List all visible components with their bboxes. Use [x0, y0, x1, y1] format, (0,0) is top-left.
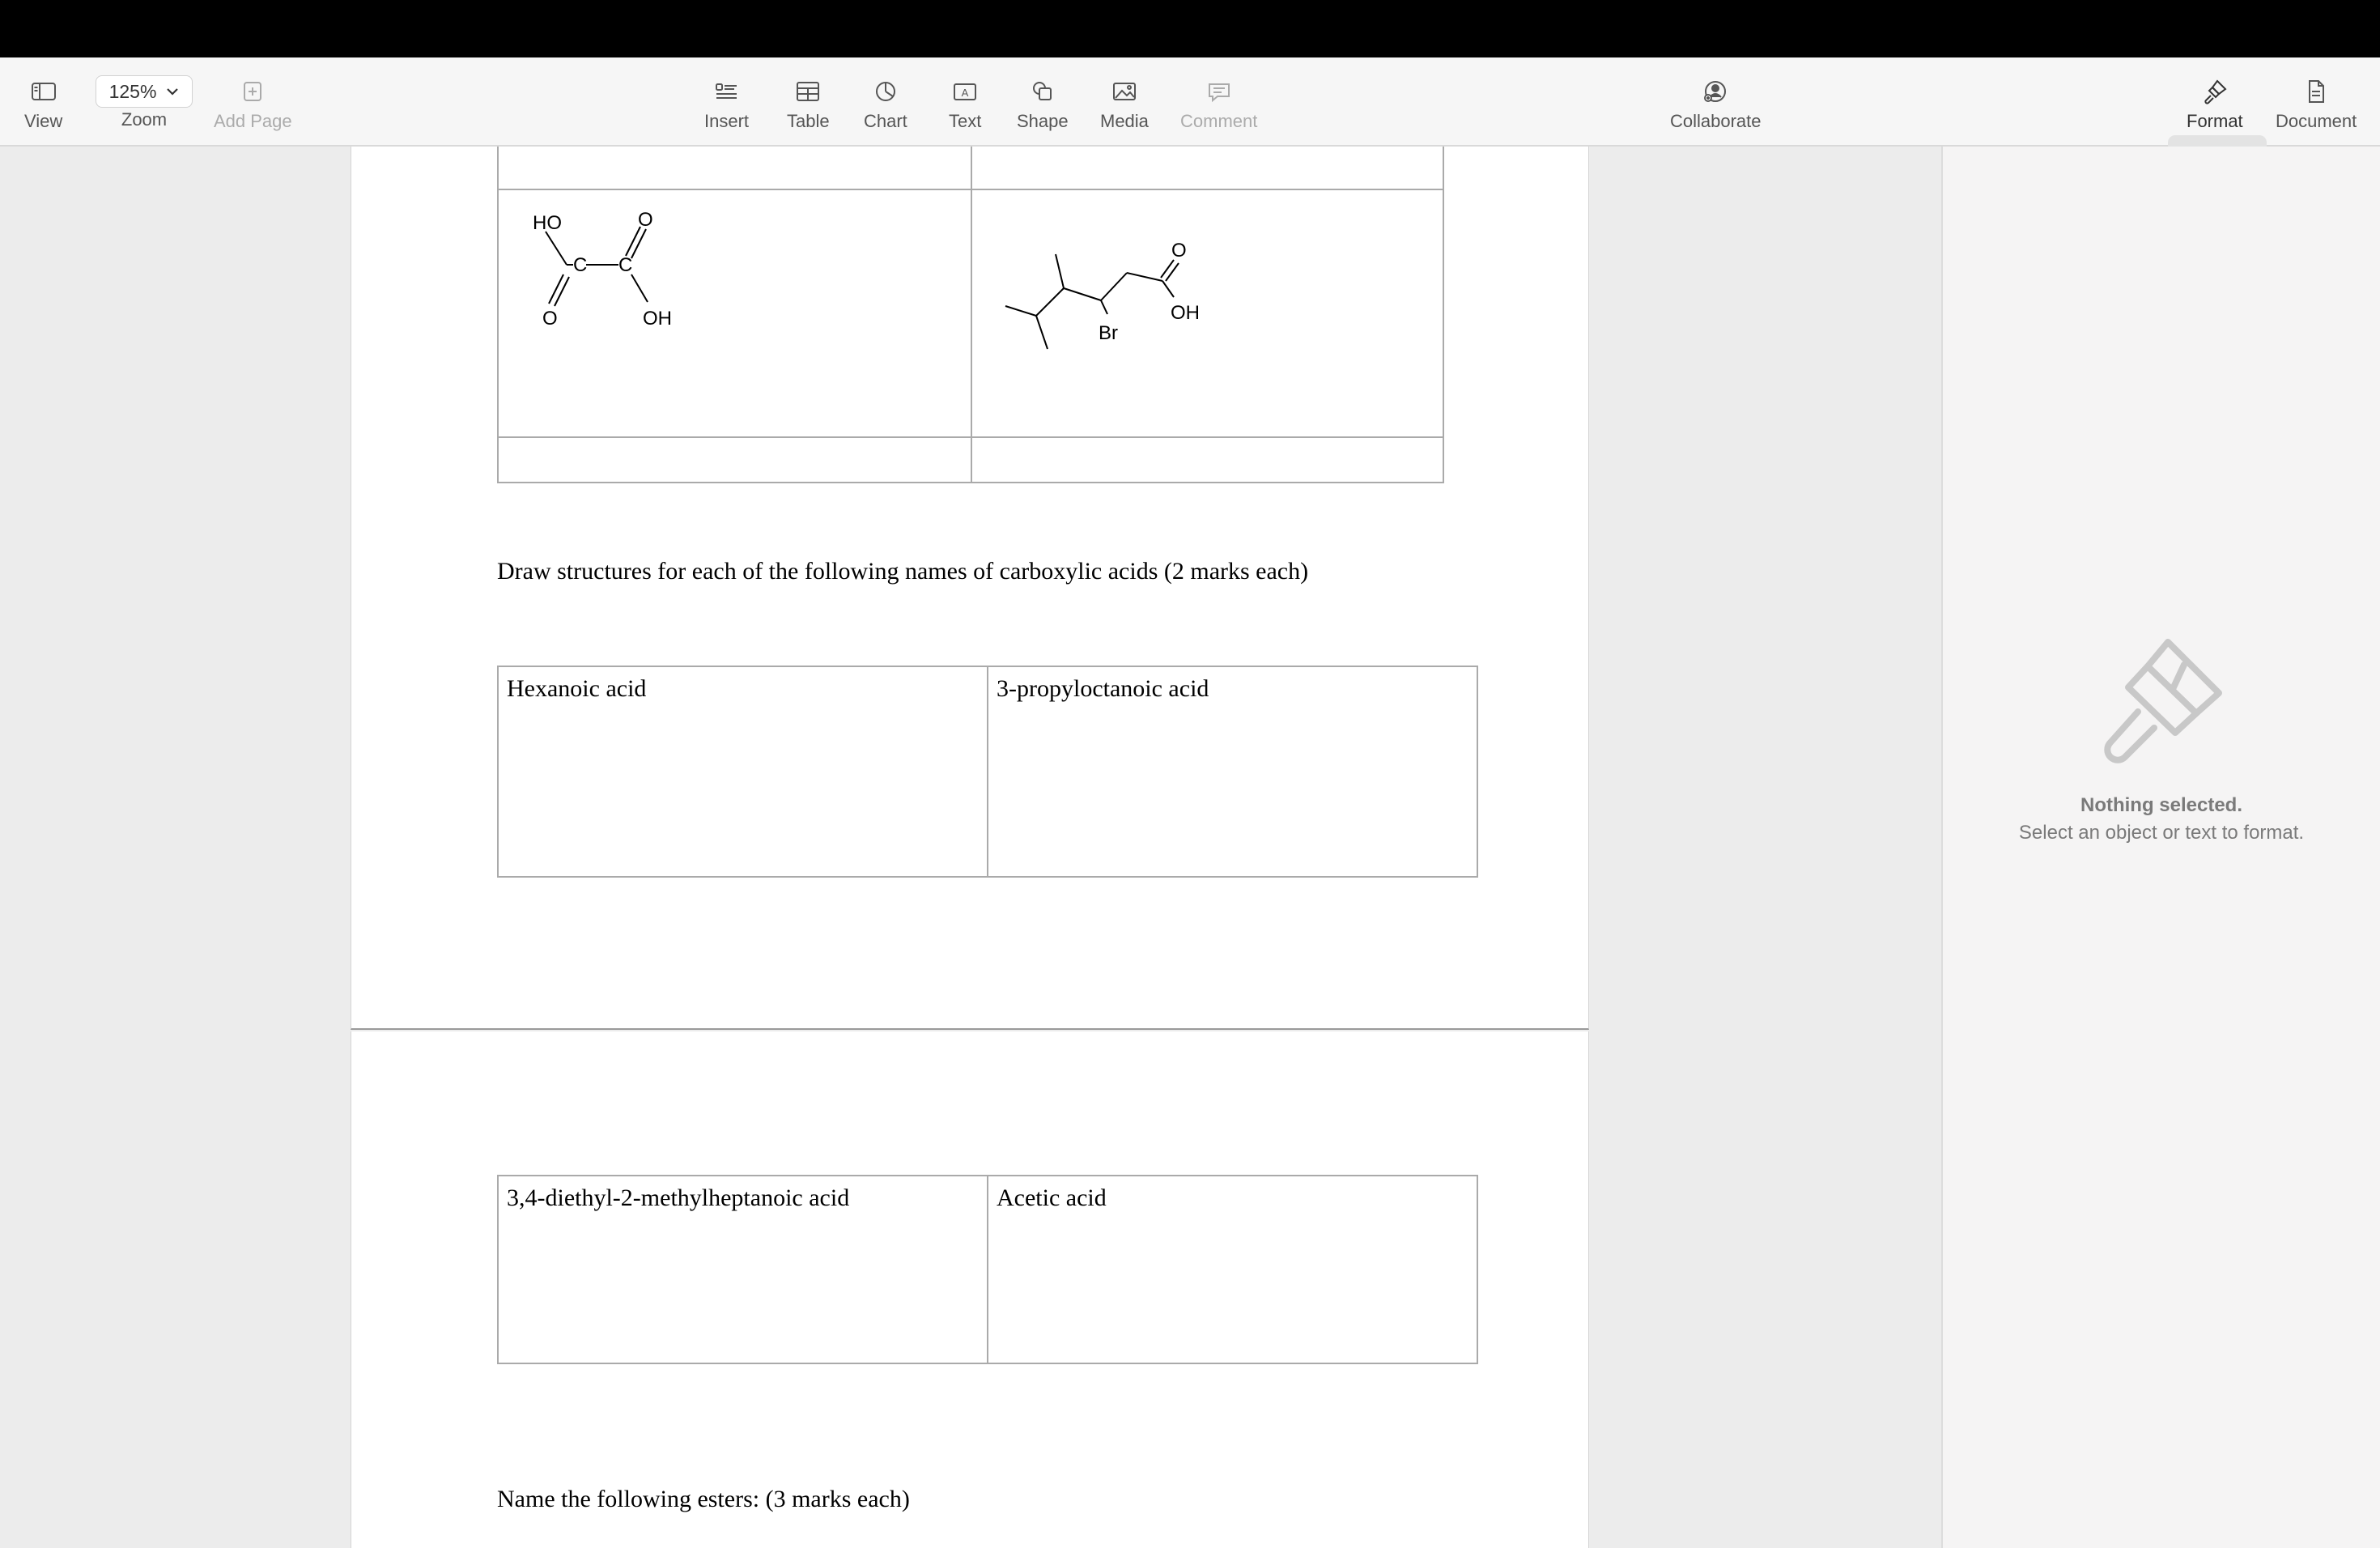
document-label: Document [2276, 111, 2357, 131]
draw-table-1[interactable] [497, 666, 1478, 878]
table-cell[interactable]: 3,4-diethyl-2-methylheptanoic acid [498, 1176, 988, 1363]
zoom-control[interactable] [96, 77, 193, 130]
table-cell[interactable]: 3-propyloctanoic acid [988, 666, 1477, 877]
table-label: Table [787, 111, 830, 131]
insert-label: Insert [704, 111, 750, 131]
atom-label: OH [643, 308, 672, 330]
atom-label: Br [1099, 322, 1118, 344]
page-1[interactable] [351, 147, 1589, 1030]
page-2[interactable] [351, 1031, 1589, 1548]
instruction-draw-structures[interactable]: Draw structures for each of the following names of carboxylic acids (2 marks each) [497, 558, 1309, 585]
zoom-value: 125% [108, 80, 157, 102]
atom-label: HO [533, 212, 562, 234]
atom-label: O [638, 211, 653, 231]
menu-bar [0, 0, 2380, 57]
toolbar [0, 57, 2380, 147]
shape-button[interactable] [1017, 77, 1069, 132]
insert-list-icon [712, 77, 742, 106]
add-page-label: Add Page [214, 111, 292, 131]
sidebar-toggle-icon [29, 77, 58, 106]
format-button[interactable] [2187, 77, 2243, 132]
paintbrush-icon [2200, 77, 2229, 106]
draw-table-2[interactable] [497, 1175, 1478, 1364]
oxalic-acid-structure[interactable] [531, 211, 725, 341]
comment-icon [1205, 77, 1234, 106]
view-label: View [24, 111, 63, 131]
atom-label: C [573, 254, 588, 276]
comment-button[interactable] [1180, 77, 1257, 132]
document-canvas[interactable] [0, 147, 1941, 1548]
collaborate-label: Collaborate [1670, 111, 1762, 131]
table-cell[interactable]: Acetic acid [988, 1176, 1477, 1363]
atom-label: OH [1171, 302, 1200, 324]
chart-icon [871, 77, 900, 106]
comment-label: Comment [1180, 111, 1258, 131]
structure-table-bottom[interactable] [497, 147, 1444, 483]
format-sidebar [1941, 147, 2380, 1548]
insert-button[interactable] [704, 77, 749, 132]
add-page-button[interactable] [214, 77, 292, 132]
table-divider-vertical [971, 147, 972, 482]
document-button[interactable] [2276, 77, 2357, 132]
table-divider-horizontal [499, 189, 1443, 190]
format-label: Format [2187, 111, 2243, 131]
text-box-icon [950, 77, 980, 106]
shape-icon [1028, 77, 1057, 106]
table-cell[interactable]: Hexanoic acid [498, 666, 988, 877]
media-label: Media [1100, 111, 1149, 131]
paintbrush-icon [2091, 632, 2229, 778]
media-image-icon [1110, 77, 1139, 106]
chart-label: Chart [864, 111, 907, 131]
atom-label: C [618, 254, 633, 276]
svg-text:A: A [961, 87, 969, 99]
table-divider-horizontal [499, 436, 1443, 438]
nothing-selected-subtitle: Select an object or text to format. [2018, 822, 2305, 844]
nothing-selected-title: Nothing selected. [2080, 794, 2243, 816]
table-button[interactable] [787, 77, 830, 132]
text-label: Text [949, 111, 982, 131]
collaborate-icon [1701, 77, 1730, 106]
chart-button[interactable] [864, 77, 907, 132]
view-button[interactable] [24, 77, 62, 132]
table-icon [793, 77, 822, 106]
collaborate-button[interactable] [1670, 77, 1762, 132]
bromo-acid-structure[interactable] [1001, 228, 1227, 357]
text-button[interactable] [949, 77, 981, 132]
media-button[interactable] [1100, 77, 1149, 132]
instruction-name-esters[interactable]: Name the following esters: (3 marks each) [497, 1486, 910, 1512]
zoom-label: Zoom [121, 109, 168, 130]
document-icon [2301, 77, 2331, 106]
add-page-icon [238, 77, 267, 106]
zoom-select[interactable] [96, 75, 193, 108]
atom-label: O [1171, 240, 1187, 262]
chevron-down-icon [166, 87, 179, 96]
shape-label: Shape [1017, 111, 1069, 131]
atom-label: O [542, 308, 558, 330]
